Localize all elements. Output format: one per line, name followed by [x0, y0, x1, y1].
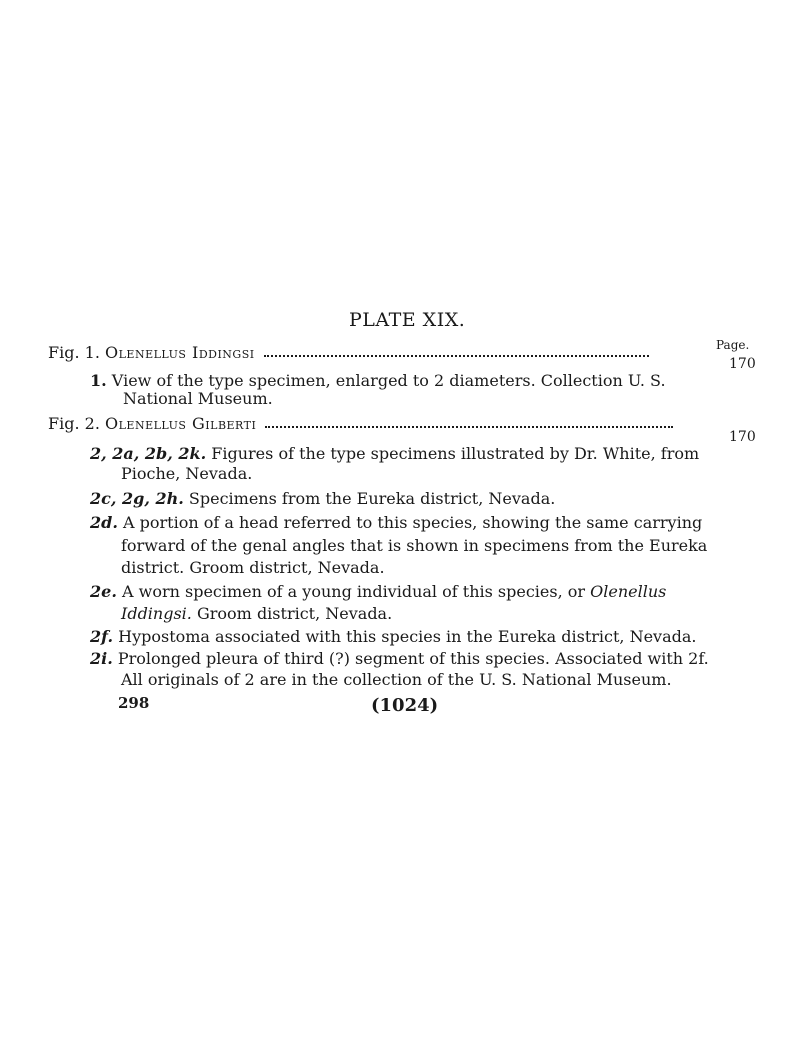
- item-number: 2e.: [90, 582, 117, 601]
- item-text: Groom district, Nevada.: [196, 604, 393, 623]
- item-text: View of the type specimen, enlarged to 2 diameters. Collection U. S.: [111, 371, 666, 390]
- figure-2-item-2: [90, 443, 699, 465]
- figure-1-heading: [48, 343, 649, 362]
- figure-2-species-name: Olenellus Gilberti: [105, 414, 257, 433]
- figure-2-item-2-cont: Pioche, Nevada.: [121, 464, 253, 483]
- item-number: 2c, 2g, 2h.: [90, 489, 184, 508]
- figure-2-item-2e-cont: [121, 603, 392, 625]
- item-text: Hypostoma associated with this species in the Eureka district, Nevada.: [118, 627, 697, 646]
- figure-2-item-2e: [90, 581, 666, 603]
- figure-2-item-2d-cont-1: forward of the genal angles that is shown in specimens from the Eureka: [121, 536, 708, 555]
- figure-2-item-2i-cont: All originals of 2 are in the collection of the U. S. National Museum.: [121, 670, 672, 689]
- item-number: 2, 2a, 2b, 2k.: [90, 444, 207, 463]
- item-text-italic: Iddingsi.: [121, 604, 192, 623]
- leader-dots: [265, 422, 673, 428]
- figure-1-species-name: Olenellus Iddingsi: [105, 343, 255, 362]
- page-column-label: Page.: [716, 338, 750, 352]
- item-number: 1.: [90, 371, 107, 390]
- figure-2-label: Fig. 2.: [48, 414, 100, 433]
- figure-2-item-2d: [90, 512, 702, 534]
- figure-2-page: 170: [729, 429, 756, 445]
- item-number: 2f.: [90, 627, 114, 646]
- item-text: Prolonged pleura of third (?) segment of this species. Associated with 2f.: [117, 649, 709, 668]
- item-text: A worn specimen of a young individual of this species, or: [121, 582, 586, 601]
- figure-2-heading: [48, 414, 673, 433]
- figure-2-item-2c: [90, 488, 555, 510]
- folio-number: 298: [118, 694, 150, 712]
- figure-2-item-2d-cont-2: district. Groom district, Nevada.: [121, 558, 385, 577]
- figure-1-label: Fig. 1.: [48, 343, 100, 362]
- figure-2-item-2f: [90, 626, 697, 648]
- item-text: Figures of the type specimens illustrated by Dr. White, from: [211, 444, 700, 463]
- page-number: (1024): [371, 695, 439, 716]
- plate-title: PLATE XIX.: [349, 309, 466, 331]
- figure-2-item-2i: [90, 648, 709, 670]
- leader-dots: [264, 351, 649, 357]
- item-text: Specimens from the Eureka district, Nevada.: [188, 489, 556, 508]
- item-number: 2i.: [90, 649, 113, 668]
- figure-1-page: 170: [729, 356, 756, 372]
- item-text: A portion of a head referred to this species, showing the same carrying: [122, 513, 703, 532]
- item-number: 2d.: [90, 513, 118, 532]
- figure-1-item-1-cont: National Museum.: [123, 389, 273, 408]
- item-text-italic: Olenellus: [590, 582, 667, 601]
